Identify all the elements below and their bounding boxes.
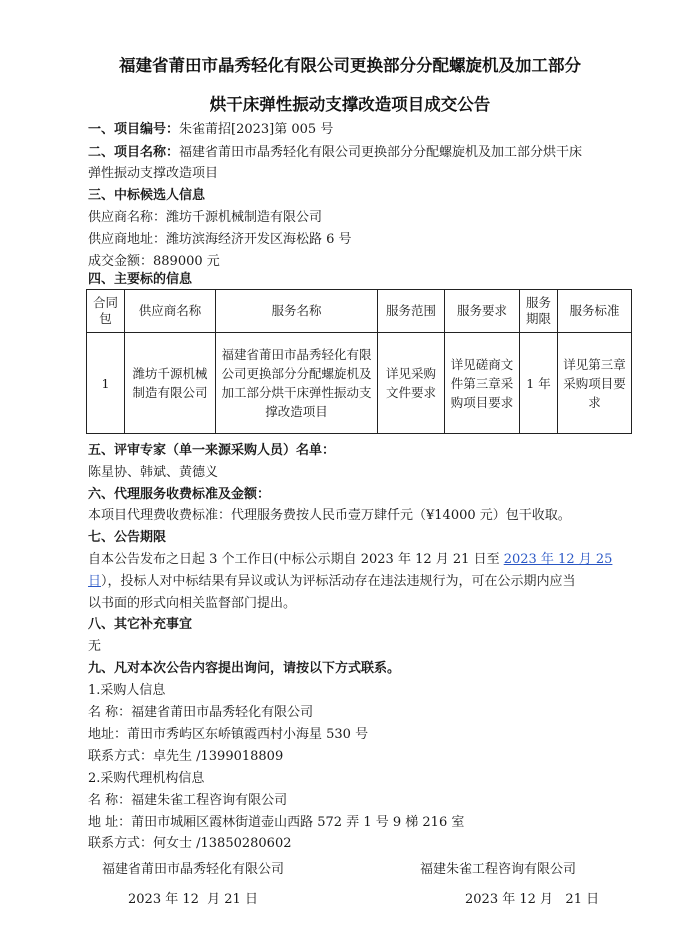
table-cell-standard: 详见第三章采购项目要求 <box>558 333 632 434</box>
table-header-cell: 服务标准 <box>558 290 632 333</box>
agency-address: 地 址：莆田市城厢区霞林街道壶山西路 572 弄 1 号 9 梯 216 室 <box>88 815 465 830</box>
subject-table <box>86 289 632 434</box>
project-name-heading: 二、项目名称： <box>88 145 180 160</box>
table-header-cell: 服务要求 <box>445 290 520 333</box>
experts-list: 陈星协、韩斌、黄德义 <box>88 465 219 480</box>
table-header-row <box>87 290 632 333</box>
table-cell-service-name: 福建省莆田市晶秀轻化有限公司更换部分分配螺旋机及加工部分烘干床弹性振动支撑改造项目 <box>216 333 378 434</box>
table-cell-package: 1 <box>87 333 125 434</box>
project-number-row <box>88 122 333 138</box>
table-header-cell: 服务名称 <box>216 290 378 333</box>
project-name-continued: 弹性振动支撑改造项目 <box>88 166 219 181</box>
table-cell-period: 1 年 <box>520 333 558 434</box>
transaction-amount: 成交金额：889000 元 <box>88 254 220 269</box>
project-name-row <box>88 145 582 161</box>
page-title-line-2: 烘干床弹性振动支撑改造项目成交公告 <box>209 95 491 114</box>
notice-end-date-link-end[interactable]: 日 <box>88 574 102 589</box>
page-title-line-1: 福建省莆田市晶秀轻化有限公司更换部分分配螺旋机及加工部分 <box>119 56 581 75</box>
notice-period-text-line-3: 以书面的形式向相关监督部门提出。 <box>88 596 297 611</box>
fee-text: 本项目代理费收费标准：代理服务费按人民币壹万肆仟元（¥14000 元）包干收取。 <box>88 508 571 523</box>
agency-title: 2.采购代理机构信息 <box>88 771 205 786</box>
purchaser-contact: 联系方式：卓先生 /1399018809 <box>88 749 284 764</box>
notice-period-text: 自本公告发布之日起 3 个工作日(中标公示期自 2023 年 12 月 21 日至 <box>88 552 504 567</box>
table-row <box>87 333 632 434</box>
supplement-value: 无 <box>88 639 102 654</box>
contact-heading: 九、凡对本次公告内容提出询问，请按以下方式联系。 <box>88 661 401 676</box>
notice-period-objection-text: ），投标人对中标结果有异议或认为评标活动存在违法违规行为，可在公示期内应当 <box>101 574 576 589</box>
table-header-cell: 合同包 <box>87 290 125 333</box>
footer-purchaser-org: 福建省莆田市晶秀轻化有限公司 <box>102 862 285 877</box>
agency-contact: 联系方式：何女士 /13850280602 <box>88 836 292 851</box>
notice-period-text-line-2 <box>88 574 576 590</box>
purchaser-title: 1.采购人信息 <box>88 683 166 698</box>
supplier-name: 供应商名称：潍坊千源机械制造有限公司 <box>88 210 323 225</box>
project-number-heading: 一、项目编号： <box>88 122 180 137</box>
footer-purchaser-date: 2023 年 12 月 21 日 <box>128 892 258 907</box>
main-subject-heading: 四、主要标的信息 <box>88 272 193 287</box>
purchaser-address: 地址：莆田市秀屿区东峤镇霞西村小海星 530 号 <box>88 727 369 742</box>
table-cell-supplier: 潍坊千源机械制造有限公司 <box>125 333 216 434</box>
project-number-value: 朱雀莆招[2023]第 005 号 <box>179 122 334 137</box>
table-header-cell: 服务范围 <box>378 290 445 333</box>
agency-name: 名 称：福建朱雀工程咨询有限公司 <box>88 793 288 808</box>
table-cell-scope: 详见采购文件要求 <box>378 333 445 434</box>
table-cell-requirement: 详见磋商文件第三章采购项目要求 <box>445 333 520 434</box>
project-name-value: 福建省莆田市晶秀轻化有限公司更换部分分配螺旋机及加工部分烘干床 <box>179 145 583 160</box>
table-header-cell: 服务期限 <box>520 290 558 333</box>
notice-period-text-line-1 <box>88 552 612 568</box>
notice-period-heading: 七、公告期限 <box>88 530 167 545</box>
experts-heading: 五、评审专家（单一来源采购人员）名单： <box>88 443 336 458</box>
supplier-address: 供应商地址：潍坊滨海经济开发区海松路 6 号 <box>88 232 352 247</box>
notice-end-date-link[interactable]: 2023 年 12 月 25 <box>503 552 613 567</box>
supplement-heading: 八、其它补充事宜 <box>88 617 193 632</box>
fee-heading: 六、代理服务收费标准及金额： <box>88 487 271 502</box>
purchaser-name: 名 称：福建省莆田市晶秀轻化有限公司 <box>88 705 314 720</box>
footer-agency-org: 福建朱雀工程咨询有限公司 <box>420 862 577 877</box>
footer-agency-date: 2023 年 12 月 21 日 <box>465 892 600 907</box>
candidate-info-heading: 三、中标候选人信息 <box>88 188 206 203</box>
table-header-cell: 供应商名称 <box>125 290 216 333</box>
